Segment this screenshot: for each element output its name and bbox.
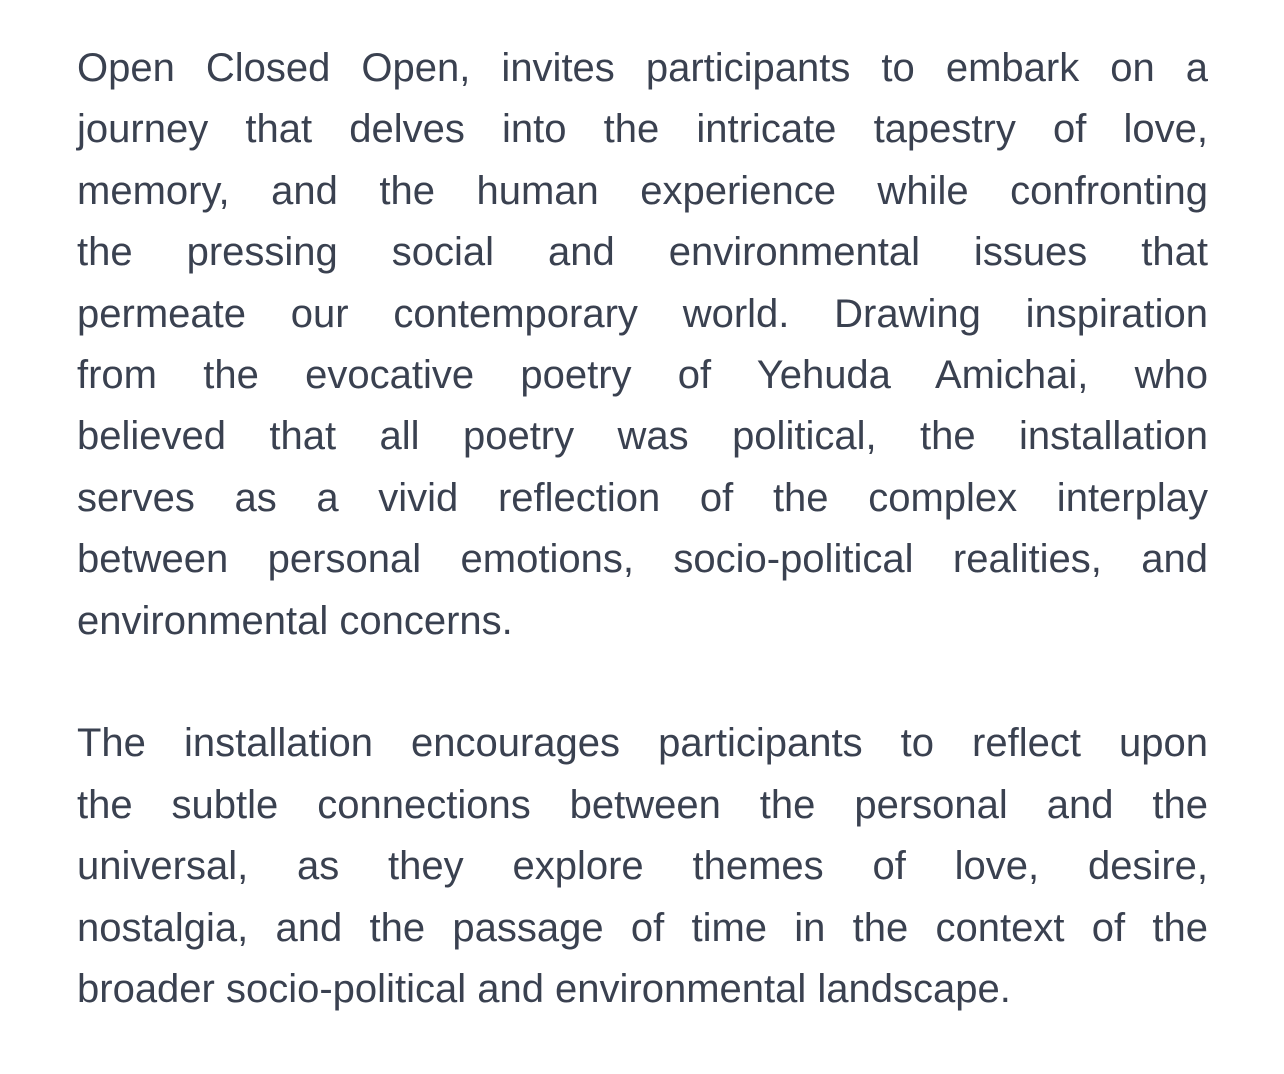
paragraph-line: the pressing social and environmental issues that	[77, 230, 1208, 275]
paragraph-line: the subtle connections between the personal and the	[77, 782, 1208, 827]
paragraph-line: Open Closed Open, invites participants to embark on a	[77, 46, 1208, 90]
paragraph-line: memory, and the human experience while confronting	[77, 168, 1208, 213]
paragraph-line: serves as a vivid reflection of the complex interplay	[77, 475, 1208, 520]
paragraph-line: broader socio-political and environmental landscape.	[77, 967, 1011, 1012]
paragraph-line: journey that delves into the intricate tapestry of love,	[77, 107, 1208, 152]
article-body	[77, 38, 1208, 1020]
paragraph-spacer	[77, 652, 1208, 713]
paragraph-line: The installation encourages participants to reflect upon	[77, 721, 1208, 766]
paragraph-line: from the evocative poetry of Yehuda Amichai, who	[77, 353, 1208, 398]
paragraph-line: nostalgia, and the passage of time in the context of the	[77, 905, 1208, 950]
paragraph-line: permeate our contemporary world. Drawing inspiration	[77, 291, 1208, 336]
paragraph-2	[77, 713, 1208, 1020]
paragraph-line: believed that all poetry was political, the installation	[77, 414, 1208, 459]
paragraph-1	[77, 38, 1208, 652]
paragraph-line: between personal emotions, socio-political realities, and	[77, 537, 1208, 582]
paragraph-line: universal, as they explore themes of love, desire,	[77, 844, 1208, 889]
paragraph-line: environmental concerns.	[77, 598, 513, 643]
